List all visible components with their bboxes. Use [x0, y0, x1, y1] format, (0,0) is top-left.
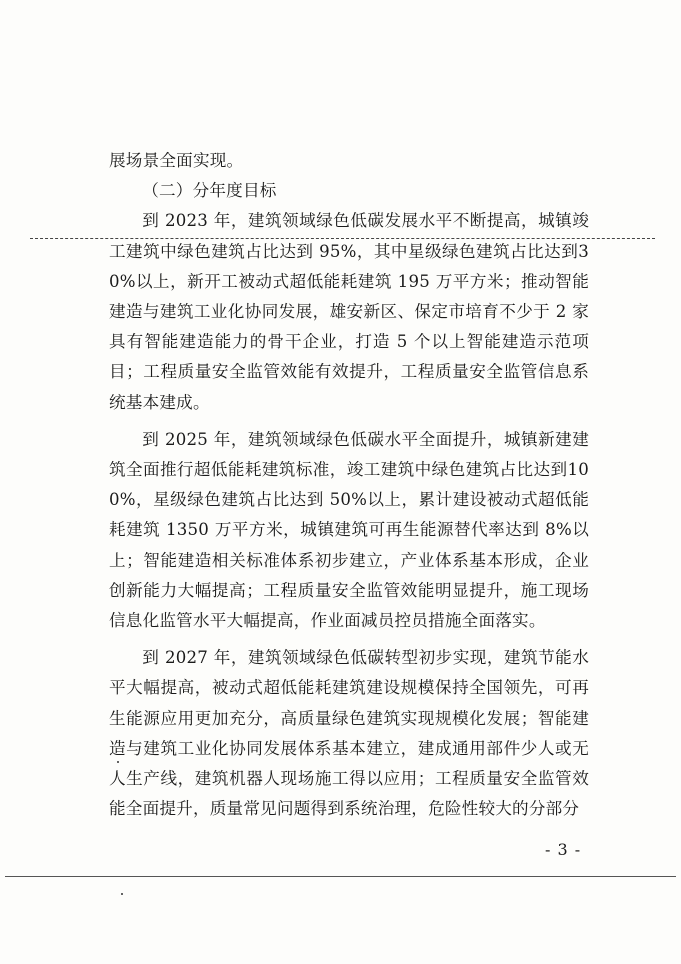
paragraph-intro-tail: 展场景全面实现。 [109, 151, 244, 170]
section-heading-annual-targets: （二）分年度目标 [142, 181, 277, 201]
paragraph-target-2025: 到 2025 年，建筑领域绿色低碳水平全面提升，城镇新建建筑全面推行超低能耗建筑标准，竣工建筑中绿色建筑占比达到100%，星级绿色建筑占比达到 50%以上，累计建设被动式超低能耗建筑 1350 万平方米，城镇建筑可再生能源替代率达到 8%以上；智能建造相关标准体系初步建立，产业体系基本形成，企业创新能力大幅提高；工程质量安全监管效能明显提升，施工现场信息化监管水平大幅提高，作业面减员控员措施全面落实。 [109, 429, 589, 631]
scan-speck [121, 893, 123, 895]
paragraph-target-2027: 到 2027 年，建筑领域绿色低碳转型初步实现，建筑节能水平大幅提高，被动式超低能耗建筑建设规模保持全国领先，可再生能源应用更加充分，高质量绿色建筑实现规模化发展；智能建造与建筑工业化协同发展体系基本建立，建成通用部件少人或无人生产线，建筑机器人现场施工得以应用；工程质量安全监管效能全面提升，质量常见问题得到系统治理，危险性较大的分部分 [109, 648, 589, 819]
body-text [109, 146, 589, 824]
scan-artifact-line-bottom [5, 876, 676, 877]
page-number: - 3 - [545, 840, 582, 859]
paragraph-target-2023: 到 2023 年，建筑领域绿色低碳发展水平不断提高，城镇竣工建筑中绿色建筑占比达到 95%，其中星级绿色建筑占比达到30%以上，新开工被动式超低能耗建筑 195 万平方米；推动智能建造与建筑工业化协同发展，雄安新区、保定市培育不少于 2 家具有智能建造能力的骨干企业，打造 5 个以上智能建造示范项目；工程质量安全监管效能有效提升，工程质量安全监管信息系统基本建成。 [109, 211, 589, 412]
